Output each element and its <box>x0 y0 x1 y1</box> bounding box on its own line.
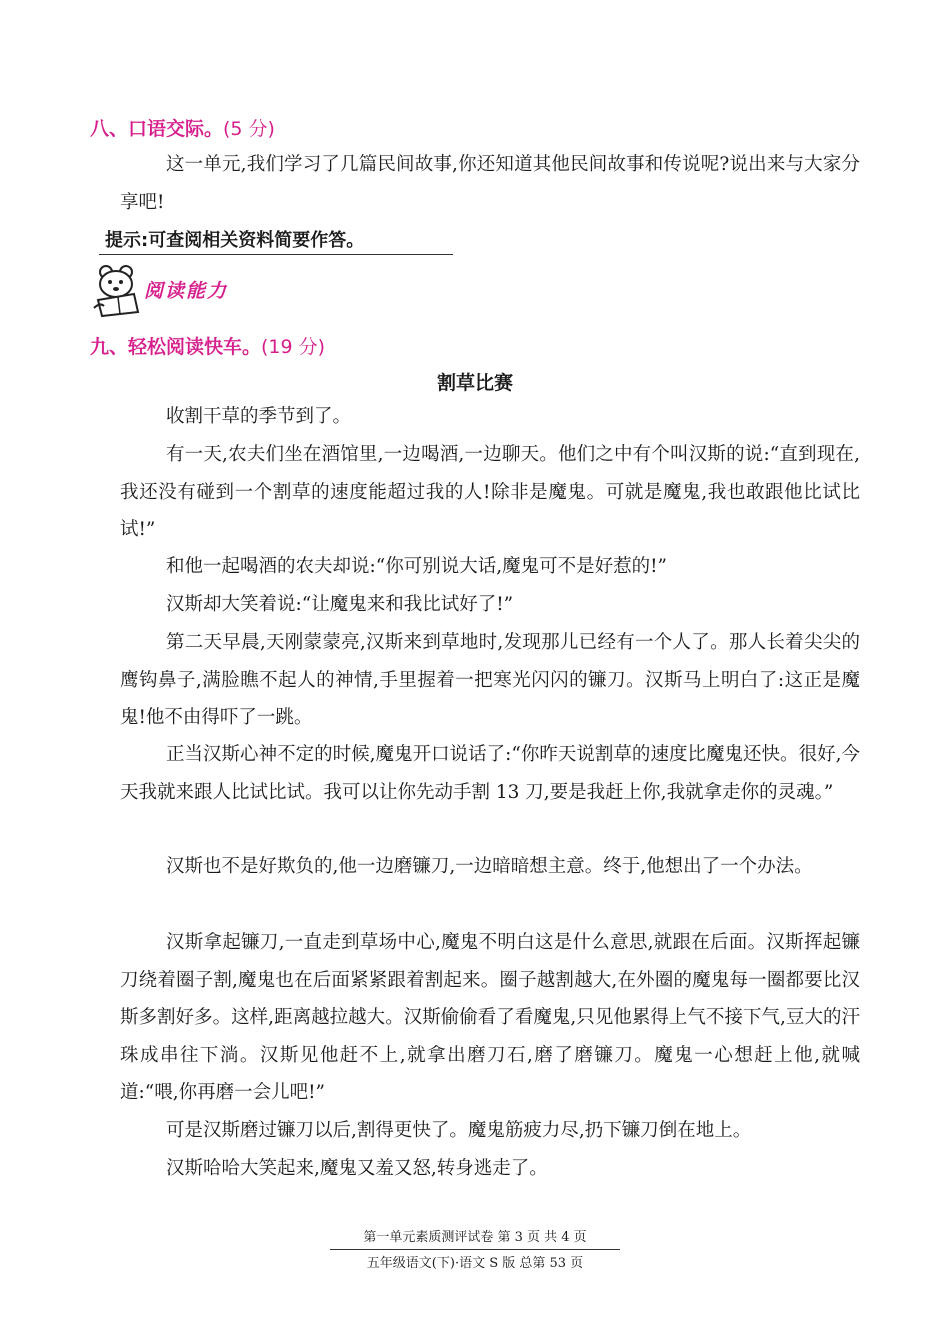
section-8-title: 八、口语交际。 <box>90 118 224 140</box>
story-paragraph: 第二天早晨,天刚蒙蒙亮,汉斯来到草地时,发现那儿已经有一个人了。那人长着尖尖的鹰钩鼻子,满脸瞧不起人的神情,手里握着一把寒光闪闪的镰刀。汉斯马上明白了:这正是魔鬼!他不由得吓了一跳。 <box>120 632 860 728</box>
story-paragraph: 可是汉斯磨过镰刀以后,割得更快了。魔鬼筋疲力尽,扔下镰刀倒在地上。 <box>166 1120 752 1141</box>
footer-page-info: 第一单元素质测评试卷 第 3 页 共 4 页 <box>363 1230 587 1245</box>
section-8-heading <box>90 114 275 141</box>
story-paragraph: 汉斯哈哈大笑起来,魔鬼又羞又怒,转身逃走了。 <box>166 1158 548 1179</box>
section-9-score: (19 分) <box>261 336 326 358</box>
story-paragraph: 汉斯却大笑着说:“让魔鬼来和我比试好了!” <box>166 594 514 615</box>
reading-ability-badge <box>90 262 290 318</box>
section-8-tip: 提示:可查阅相关资料简要作答。 <box>99 228 453 255</box>
section-9-title: 九、轻松阅读快车。 <box>90 336 262 358</box>
story-paragraph: 有一天,农夫们坐在酒馆里,一边喝酒,一边聊天。他们之中有个叫汉斯的说:“直到现在,我还没有碰到一个割草的速度能超过我的人!除非是魔鬼。可就是魔鬼,我也敢跟他比试比试!” <box>120 444 860 540</box>
section-8-score: (5 分) <box>223 118 275 140</box>
story-paragraph: 和他一起喝酒的农夫却说:“你可别说大话,魔鬼可不是好惹的!” <box>166 556 667 577</box>
story-paragraph: 正当汉斯心神不定的时候,魔鬼开口说话了:“你昨天说割草的速度比魔鬼还快。很好,今天我就来跟人比试比试。我可以让你先动手割 13 刀,要是我赶上你,我就拿走你的灵魂。” <box>120 744 860 803</box>
bear-reading-icon <box>90 262 144 318</box>
section-8-prompt: 这一单元,我们学习了几篇民间故事,你还知道其他民间故事和传说呢?说出来与大家分享吧! <box>120 154 860 213</box>
story-paragraph: 收割干草的季节到了。 <box>166 406 352 427</box>
story-paragraph: 汉斯拿起镰刀,一直走到草场中心,魔鬼不明白这是什么意思,就跟在后面。汉斯挥起镰刀绕着圈子割,魔鬼也在后面紧紧跟着割起来。圈子越割越大,在外圈的魔鬼每一圈都要比汉斯多割好多。这样,距离越拉越大。汉斯偷偷看了看魔鬼,只见他累得上气不接下气,豆大的汗珠成串往下淌。汉斯见他赶不上,就拿出磨刀石,磨了磨镰刀。魔鬼一心想赶上他,就喊道:“喂,你再磨一会儿吧!” <box>120 932 860 1103</box>
section-9-heading <box>90 332 325 359</box>
footer-book-info: 五年级语文(下)·语文 S 版 总第 53 页 <box>330 1249 620 1271</box>
story-title: 割草比赛 <box>436 372 513 394</box>
story-paragraph: 汉斯也不是好欺负的,他一边磨镰刀,一边暗暗想主意。终于,他想出了一个办法。 <box>166 856 813 877</box>
reading-ability-label: 阅读能力 <box>144 280 229 302</box>
